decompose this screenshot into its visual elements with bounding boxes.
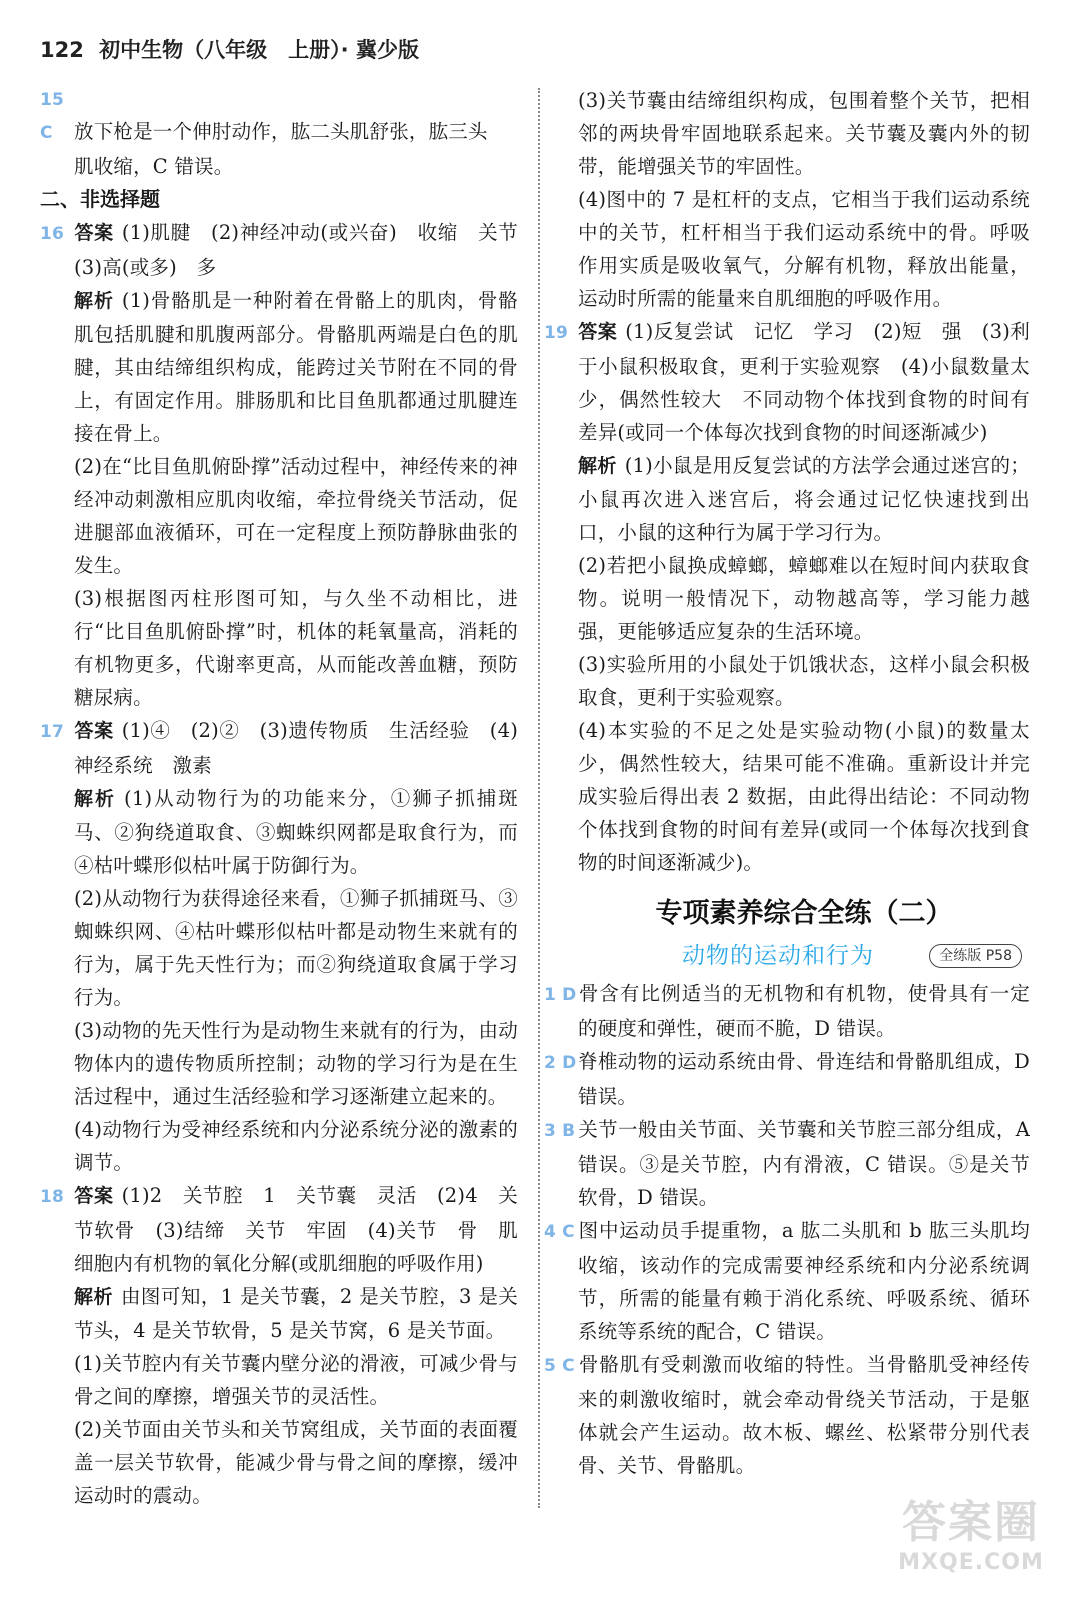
- item-text: 骨骼肌有受刺激而收缩的特性。当骨骼肌受神经传来的刺激收缩时，就会牵动骨绕关节活动，于是躯体就会产生运动。故木板、螺丝、松紧带分别代表骨、关节、骨骼肌。: [578, 1353, 1030, 1477]
- item-number: 1 D: [544, 985, 577, 1005]
- q19-analysis-4: (4)本实验的不足之处是实验动物(小鼠)的数量太少，偶然性较大，结果可能不准确。重新设计并完成实验后得出表 2 数据，由此得出结论：不同动物个体找到食物的时间有差异(或同一个体每次找到食物的时间逐渐减少)。: [578, 719, 1030, 874]
- page-number: 122: [40, 38, 84, 62]
- q16-answer: (1)肌腱 (2)神经冲动(或兴奋) 收缩 关节 (3)高(或多) 多: [74, 221, 538, 279]
- q16-block: [40, 216, 538, 714]
- item-number: 4 C: [544, 1222, 575, 1242]
- book-title: 初中生物（八年级 上册）· 冀少版: [99, 38, 419, 62]
- q17-analysis-2: (2)从动物行为获得途径来看，①狮子抓捕斑马、③蜘蛛织网、④枯叶蝶形似枯叶都是动物生来就有的行为，属于先天性行为；而②狗绕道取食属于学习行为。: [74, 887, 518, 1009]
- special-section-subtitle: 动物的运动和行为: [682, 943, 874, 969]
- item-text: 图中运动员手提重物，a 肱二头肌和 b 肱三头肌均收缩，该动作的完成需要神经系统和内分泌系统调节，所需的能量有赖于消化系统、呼吸系统、循环系统等系统的配合，C 错误。: [578, 1219, 1030, 1343]
- q19-analysis-label: 解析: [578, 455, 617, 477]
- section-title: 二、非选择题: [40, 187, 160, 211]
- q17-analysis-3: (3)动物的先天性行为是动物生来就有的行为，由动物体内的遗传物质所控制；动物的学习行为是在生活过程中，通过生活经验和学习逐渐建立起来的。: [74, 1019, 518, 1108]
- q18-answer: (1)2 关节腔 1 关节囊 灵活 (2)4 关节软骨 (3)结缔 关节 牢固 (4)关节 骨 肌细胞内有机物的氧化分解(或肌细胞的呼吸作用): [74, 1184, 518, 1275]
- watermark-main: 答案圈: [902, 1497, 1040, 1548]
- q17-analysis-label: 解析: [74, 788, 117, 810]
- q19-analysis-1: (1)小鼠是用反复尝试的方法学会通过迷宫的；小鼠再次进入迷宫后，将会通过记忆快速找到出口，小鼠的这种行为属于学习行为。: [578, 454, 1030, 544]
- page-reference-badge: 全练版 P58: [929, 944, 1022, 968]
- q18-number: 18: [40, 1187, 65, 1207]
- item-number: 5 C: [544, 1356, 575, 1376]
- q17-block: [40, 714, 518, 1179]
- q17-answer: (1)④ (2)② (3)遗传物质 生活经验 (4)神经系统 激素: [74, 719, 519, 777]
- q16-analysis-3: (3)根据图丙柱形图可知，与久坐不动相比，进行“比目鱼肌俯卧撑”时，机体的耗氧量高，消耗的有机物更多，代谢率更高，从而能改善血糖，预防糖尿病。: [74, 587, 518, 709]
- q15-number: 15 C: [40, 90, 65, 143]
- watermark-logo: [896, 1496, 1046, 1588]
- item-number: 2 D: [544, 1053, 577, 1073]
- watermark-sub: MXQE.COM: [898, 1550, 1044, 1575]
- q15-text-1: 放下枪是一个伸肘动作，肱二头肌舒张，肱三头: [74, 120, 488, 143]
- q16-answer-label: 答案: [74, 222, 114, 244]
- q16-analysis-1: (1)骨骼肌是一种附着在骨骼上的肌肉，骨骼肌包括肌腱和肌腹两部分。骨骼肌两端是白色的肌腱，其由结缔组织构成，能跨过关节附在不同的骨上，有固定作用。腓肠肌和比目鱼肌都通过肌腱连接在骨上。: [74, 289, 519, 445]
- q16-analysis-2: (2)在“比目鱼肌俯卧撑”活动过程中，神经传来的神经冲动刺激相应肌肉收缩，牵拉骨绕关节活动，促进腿部血液循环，可在一定程度上预防静脉曲张的发生。: [74, 455, 518, 577]
- special-section-title: 专项素养综合全练（二）: [655, 898, 953, 929]
- list-item: [544, 1113, 1030, 1214]
- q18-analysis-0: 由图可知，1 是关节囊，2 是关节腔，3 是关节头，4 是关节软骨，5 是关节窝，6 是关节面。: [74, 1285, 518, 1342]
- list-item: [544, 977, 1030, 1045]
- left-column: [40, 84, 538, 1512]
- q18-block: [40, 1179, 518, 1512]
- item-text: 脊椎动物的运动系统由骨、骨连结和骨骼肌组成，D 错误。: [578, 1050, 1030, 1108]
- item-text: 骨含有比例适当的无机物和有机物，使骨具有一定的硬度和弹性，硬而不脆，D 错误。: [578, 982, 1030, 1040]
- q19-analysis-2: (2)若把小鼠换成蟑螂，蟑螂难以在短时间内获取食物。说明一般情况下，动物越高等，学习能力越强，更能够适应复杂的生活环境。: [578, 554, 1030, 643]
- item-text: 关节一般由关节面、关节囊和关节腔三部分组成，A 错误。③是关节腔，内有滑液，C 错误。⑤是关节软骨，D 错误。: [578, 1118, 1030, 1209]
- q18-analysis-2: (2)关节面由关节头和关节窝组成，关节面的表面覆盖一层关节软骨，能减少骨与骨之间的摩擦，缓冲运动时的震动。: [74, 1418, 518, 1507]
- q15-block: [40, 84, 518, 183]
- q18-analysis-label: 解析: [74, 1286, 113, 1308]
- q18-answer-label: 答案: [74, 1185, 114, 1207]
- q17-analysis-1: (1)从动物行为的功能来分，①狮子抓捕斑马、②狗绕道取食、③蜘蛛织网都是取食行为，而④枯叶蝶形似枯叶属于防御行为。: [74, 787, 518, 877]
- item-number: 3 B: [544, 1121, 576, 1141]
- list-item: [544, 1348, 1030, 1482]
- q19-analysis-3: (3)实验所用的小鼠处于饥饿状态，这样小鼠会积极取食，更利于实验观察。: [578, 653, 1030, 709]
- q16-analysis-label: 解析: [74, 290, 114, 312]
- q19-block: [544, 315, 1030, 879]
- list-item: [544, 1214, 1030, 1348]
- list-item: [544, 1045, 1030, 1113]
- item-list: [544, 977, 1030, 1482]
- right-column: [544, 84, 1030, 1482]
- column-divider: [538, 88, 540, 1508]
- q18-analysis-1: (1)关节腔内有关节囊内壁分泌的滑液，可减少骨与骨之间的摩擦，增强关节的灵活性。: [74, 1352, 518, 1408]
- q18-analysis-3: (3)关节囊由结缔组织构成，包围着整个关节，把相邻的两块骨牢固地联系起来。关节囊及囊内外的韧带，能增强关节的牢固性。: [578, 89, 1030, 178]
- q19-answer-label: 答案: [578, 321, 618, 343]
- page-header: [40, 34, 419, 68]
- q16-number: 16: [40, 224, 65, 244]
- q17-number: 17: [40, 722, 65, 742]
- q15-text-2: 肌收缩，C 错误。: [74, 155, 234, 178]
- special-section-subrow: [578, 937, 1030, 977]
- q17-answer-label: 答案: [74, 720, 114, 742]
- q18-analysis-4: (4)图中的 7 是杠杆的支点，它相当于我们运动系统中的关节，杠杆相当于我们运动系统中的骨。呼吸作用实质是吸收氧气，分解有机物，释放出能量，运动时所需的能量来自肌细胞的呼吸作用。: [578, 188, 1030, 310]
- q19-number: 19: [544, 323, 569, 343]
- q19-answer: (1)反复尝试 记忆 学习 (2)短 强 (3)利于小鼠积极取食，更利于实验观察 (4)小鼠数量太少，偶然性较大 不同动物个体找到食物的时间有差异(或同一个体每次找到食物的时间逐渐减少): [578, 320, 1030, 444]
- q17-analysis-4: (4)动物行为受神经系统和内分泌系统分泌的激素的调节。: [74, 1118, 518, 1174]
